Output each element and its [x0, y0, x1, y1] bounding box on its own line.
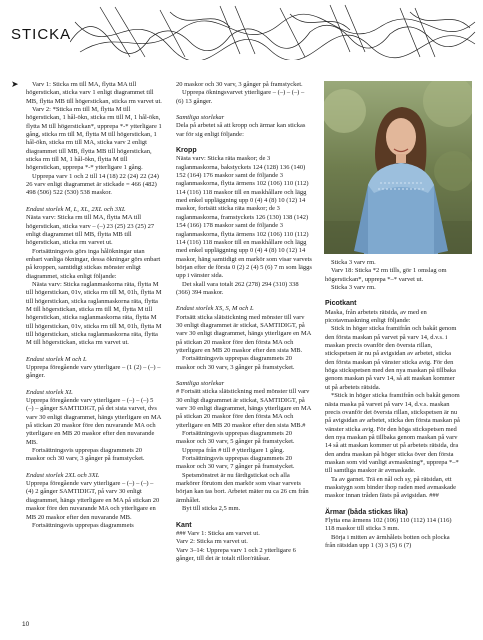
- section-heading: Ärmar (båda stickas lika): [325, 508, 408, 516]
- paragraph: Varv 18: Sticka *2 rm tills, gör 1 omslag om högerstickan*, upprepa *–* varvet ut.: [325, 267, 447, 283]
- paragraph: 20 maskor och 30 varv, 3 gånger på framstycket.: [176, 81, 303, 88]
- paragraph: Nästa varv: Sticka raglanmaskorna räta, flytta M till högerstickan, 01v, sticka rm till M, 01h, flytta M till högerstickan, sticka raglanmaskorna räta, flytta M till högerstickan, sticka rm till M, flytta M till högerstickan, sticka raglanmaskorna räta, flytta M till högerstickan, 01v, sticka rm till M, 01h, flytta M till högerstickan, sticka raglanmaskorna räta, flytta M till högerstickan, sticka rm varvet ut.: [26, 280, 162, 347]
- subheading: Endast storlek M och L: [26, 355, 87, 363]
- paragraph: Nästa varv: Sticka räta maskor; de 3 raglanmaskorna, bakstyckets 124 (128) 136 (140) 152 (164) 176 maskor samt de följande 3 raglanmaskorna, flytta ärmens 102 (106) 110 (112) 114 (116) 118 maskor till en maskhållare och lägg med enkel uppläggning upp 0 (4) 4 (8) 10 (12) 14 maskor, fortsätt sticka räta maskor; de 3 raglanmaskorna, framstyckets 126 (130) 138 (142) 154 (166) 178 maskor samt de följande 3 raglanmaskorna, flytta ärmens 102 (106) 110 (112) 114 (116) 118 maskor till en maskhållare och lägg med enkel uppläggning upp 0 (4) 4 (8) 10 (12) 14 maskor, häng samtidigt en markör som visar varvets början efter de första 0 (2) 2 (4) 5 (6) 7 m som läggs upp i vänster sida.: [176, 155, 312, 280]
- model-photo-illustration: [324, 81, 472, 254]
- section-heading: Kropp: [176, 147, 197, 155]
- paragraph: Fortsättningsvis upprepas diagrammets 20 maskor och 30 varv, 3 gånger på framstycket.: [176, 355, 295, 371]
- page-header: [0, 0, 483, 60]
- paragraph: Spetsmönstret är nu färdigstickat och alla markörer förutom den markör som visar varvets början kan tas bort. Arbetet mäter nu ca 26 cm från ärmhålet.: [176, 471, 309, 504]
- page-number: 10: [22, 621, 30, 628]
- paragraph: Sticka 3 varv rm.: [331, 284, 376, 292]
- paragraph: Fortsätt sticka slätstickning med mönster till varv 30 enligt diagrammet är stickat, SAMTIDIGT, på varv 30 enligt diagrammet, hängs ytterligare en MA på stickan 20 maskor före den första MA och ytterligare en MB 20 maskor efter den sista MB.: [176, 313, 312, 354]
- paragraph: ### Varv 1: Sticka am varvet ut.: [176, 529, 260, 537]
- paragraph: Varv 2: *Sticka rm till M, flytta M till högerstickan, 1 hål-ökn, sticka rm till M, 1 hål-ökn, flytta M till högerstickan*, upprepa *-* ytterligare 1 gång, sticka rm till M, flytta M till högerstickan, 1 hål-ökn, sticka rm till MA, sticka varv 2 enligt diagrammet till MB, flytta MB till högerstickan, sticka rm till M, 1 hål-ökn, flytta M till högerstickan, upprepa *-* ytterligare 1 gång.: [26, 106, 162, 172]
- subheading: Endast storlek M, L, XL, 2XL och 3XL: [26, 205, 126, 213]
- paragraph: Byt till sticka 2,5 mm.: [182, 505, 241, 513]
- paragraph: Börja i mitten av ärmhålets botten och plocka från rätsidan upp 1 (3) 3 (5) 6 (7): [325, 533, 450, 549]
- paragraph: Upprepa ökningsvarvet ytterligare – (–) – (–) – (6) 13 gånger.: [176, 89, 305, 105]
- paragraph: *Stick in höger sticka framifrån och bakåt genom nästa maska på varvet på varv 14, d.v.s. maskan precis ovanför det översta rillan, stickspetsen är nu på avigsidan av arbetet, sticka den första maskan på vänster sticka avig. För den höga stickspetsen med den nya maskan på tillbaka genom maskan på varv 14 så att maskan kommer ut på arbetets rätsida, dra den andra maskan på höger sticka över den första maskan som vid vanligt avmaskning*, upprepa *–* till samtliga maskor är avmaskade.: [325, 392, 460, 475]
- paragraph: Fortsättningsvis görs inga hålökningar utan enbart vanliga ökningar, dessa ökningar görs enbart på kroppen, samtidigt stickas mönster enligt diagrammet, sticka enligt följande:: [26, 247, 161, 280]
- subheading: Samtliga storlekar: [176, 114, 225, 122]
- subheading: Endast storlek XL: [26, 388, 73, 396]
- paragraph: Ta av garnet. Trä en nål och sy, på rätsidan, ett maskstygn som binder ihop raden med avmaskade maskor innan tråden fästs på avigsidan. ###: [325, 475, 457, 500]
- paragraph: Fortsättningsvis upprepas diagrammets 20 maskor och 30 varv, 3 gånger på framstycket.: [26, 447, 145, 463]
- paragraph: Upprepa från # till # ytterligare 1 gång.: [182, 446, 285, 454]
- subheading: Endast storlek 2XL och 3XL: [26, 471, 100, 479]
- section-heading: Kant: [176, 521, 192, 529]
- paragraph: Stick in höger sticka framifrån och bakåt genom den första maskan på varvet på varv 14, d.v.s. i maskan precis ovanför den översta rillan, stickspetsen är nu på avigsidan av arbetet, sticka den första maskan på vänster sticka avig. För den höga stickspetsen med den nya maskan på tillbaka genom maskan på varv 14, så att maskan kommer ut på arbetets rätsida.: [325, 325, 457, 391]
- paragraph: Upprepa föregående varv ytterligare – (–) – (–) – (4) 2 gånger SAMTIDIGT, på varv 30 enligt diagrammet, hängs ytterligare en MA på stickan 20 maskor före den nuvarande MA och ytterligare en MB 20 maskor efter den nuvarande MB.: [26, 480, 160, 521]
- paragraph: Dela på arbetet så att kropp och ärmar kan stickas var för sig enligt följande:: [176, 122, 306, 138]
- section-title: STICKA: [11, 26, 72, 43]
- paragraph: Det skall vara totalt 262 (278) 294 (310) 338 (366) 394 maskor.: [176, 280, 299, 296]
- paragraph: Sticka 3 varv rm.: [331, 259, 376, 266]
- text-column-2: [176, 81, 312, 563]
- text-column-3: [325, 259, 461, 550]
- paragraph: Upprepa föregående varv ytterligare – (1 (2) – (–) – gånger.: [26, 364, 161, 380]
- paragraph: Upprepa föregående varv ytterligare – (–) – (–) 5 (–) – gånger SAMTIDIGT, på det sista varvet, dvs varv 30 enligt diagrammet, hängs ytterligare en MA på stickan 20 maskor före den nuvarande MA och ytterligare en MB 20 maskor efter den nuvarande MB.: [26, 397, 162, 446]
- paragraph: Fortsättningsvis upprepas diagrammets: [32, 521, 134, 529]
- paragraph: Fortsättningsvis upprepas diagrammets 20 maskor och 30 varv, 5 gånger på framstycket.: [176, 430, 295, 446]
- section-heading: Picotkant: [325, 300, 357, 308]
- paragraph: Flytta ena ärmens 102 (106) 110 (112) 114 (116) 118 maskor till sticka 3 mm.: [325, 516, 452, 533]
- paragraph: Varv 1: Sticka rm till MA, flytta MA till högerstickan, sticka varv 1 enligt diagrammet till MB, flytta MB till högerstickan, sticka rm varvet ut.: [26, 81, 162, 105]
- paragraph: Fortsättningsvis upprepas diagrammets 20 maskor och 30 varv, 7 gånger på framstycket.: [176, 455, 295, 471]
- text-column-1: [26, 81, 162, 530]
- model-photo: [324, 81, 472, 254]
- paragraph: Nästa varv: Sticka rm till MA, flytta MA till högerstickan, sticka varv – (–) 23 (25) 23 (25) 27 enligt diagrammet till MB, flytta MB till högerstickan, sticka rm varvet ut.: [26, 214, 155, 247]
- continuation-arrow-icon: ➤: [11, 80, 19, 90]
- paragraph: Varv 3–14: Upprepa varv 1 och 2 ytterligare 6 gånger, till det är totalt rillor/rätåsar.: [176, 546, 296, 562]
- paragraph: # Fortsätt sticka slätstickning med mönster till varv 30 enligt diagrammet är stickat, SAMTIDIGT, på varv 30 enligt diagrammet, hängs ytterligare en MA på stickan 20 maskor före den första MA och ytterligare en MB 20 maskor efter den sista MB.#: [176, 388, 312, 429]
- yarn-skeins-illustration-icon: [70, 2, 480, 60]
- paragraph: Upprepa varv 1 och 2 till 14 (18) 22 (24) 22 (24) 26 varv enligt diagrammet är stickade = 466 (482) 498 (506) 522 (530) 538 maskor.: [26, 172, 159, 197]
- paragraph: Maska, från arbetets rätsida, av med en picotavmaskning enligt följande:: [325, 308, 427, 325]
- paragraph: Varv 2: Sticka rm varvet ut.: [176, 538, 248, 546]
- subheading: Samtliga storlekar: [176, 380, 225, 387]
- subheading: Endast storlek XS, S, M och L: [176, 305, 254, 313]
